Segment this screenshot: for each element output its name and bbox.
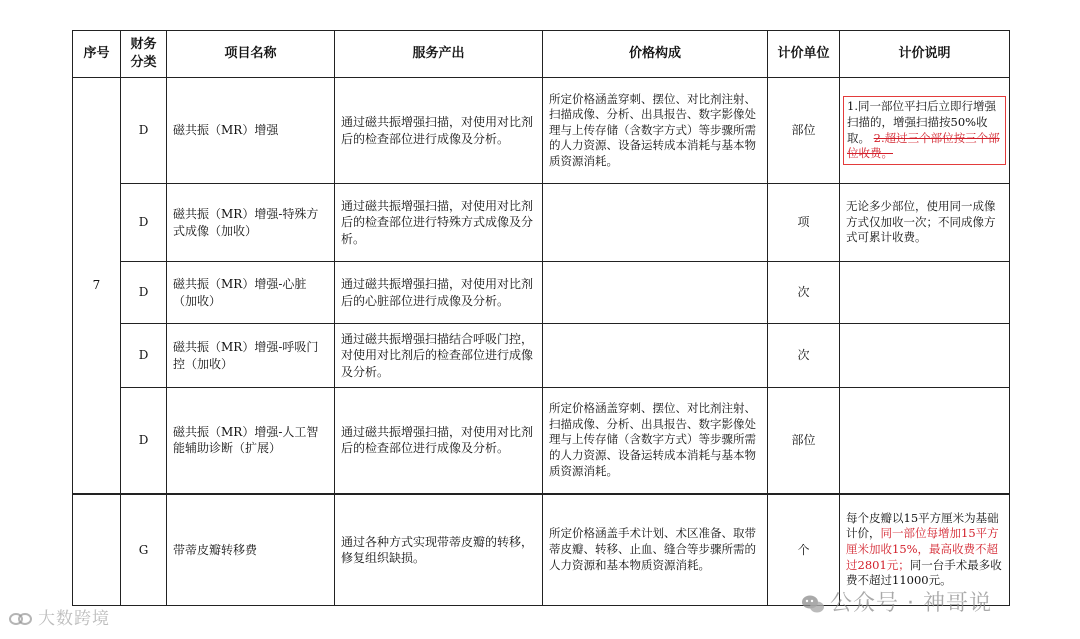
header-note: 计价说明	[840, 31, 1010, 78]
category-cell: G	[121, 494, 167, 606]
watermark-left-text: 大数跨境	[38, 609, 110, 629]
note-part-3: 同一台手术最多收费不超过11000元。	[846, 557, 1002, 588]
pricing-note-cell	[840, 388, 1010, 494]
table-row	[73, 388, 1010, 494]
note-part-1: 每个皮瓣以15平方厘米为基础计价，	[846, 510, 999, 541]
category-cell: D	[121, 388, 167, 494]
category-cell: D	[121, 78, 167, 184]
unit-cell: 个	[768, 494, 840, 606]
project-name-cell: 磁共振（MR）增强-人工智能辅助诊断（扩展）	[167, 388, 335, 494]
group-number-cell-empty	[73, 494, 121, 606]
price-composition-cell: 所定价格涵盖穿刺、摆位、对比剂注射、扫描成像、分析、出具报告、数字影像处理与上传存储（含数字方式）等步骤所需的人力资源、设备运转成本消耗与基本物质资源消耗。	[543, 78, 768, 184]
watermark-right	[800, 586, 992, 617]
project-name-cell: 磁共振（MR）增强-特殊方式成像（加收）	[167, 184, 335, 262]
category-cell: D	[121, 262, 167, 324]
table-row	[73, 184, 1010, 262]
pricing-note-cell	[840, 78, 1010, 184]
service-output-cell: 通过磁共振增强扫描，对使用对比剂后的心脏部位进行成像及分析。	[335, 262, 543, 324]
table-row	[73, 262, 1010, 324]
category-cell: D	[121, 184, 167, 262]
unit-cell: 次	[768, 324, 840, 388]
service-output-cell: 通过磁共振增强扫描结合呼吸门控，对使用对比剂后的检查部位进行成像及分析。	[335, 324, 543, 388]
service-output-cell: 通过磁共振增强扫描，对使用对比剂后的检查部位进行特殊方式成像及分析。	[335, 184, 543, 262]
pricing-note-cell: 无论多少部位，使用同一成像方式仅加收一次；不同成像方式可累计收费。	[840, 184, 1010, 262]
unit-cell: 部位	[768, 78, 840, 184]
note-line-2-struck: 2.超过三个部位按三个部位收费。	[847, 130, 1000, 161]
group-number-cell: 7	[73, 78, 121, 494]
price-composition-cell: 所定价格涵盖手术计划、术区准备、取带蒂皮瓣、转移、止血、缝合等步骤所需的人力资源和基本物质资源消耗。	[543, 494, 768, 606]
note-line-1: 1.同一部位平扫后立即行增强扫描的，增强扫描按50%收取。	[847, 99, 996, 145]
service-output-cell: 通过磁共振增强扫描，对使用对比剂后的检查部位进行成像及分析。	[335, 78, 543, 184]
price-composition-cell	[543, 184, 768, 262]
project-name-cell: 磁共振（MR）增强-呼吸门控（加收）	[167, 324, 335, 388]
table-row	[73, 78, 1010, 184]
note-part-2-red: 同一部位每增加15平方厘米加收15%，最高收费不超过2801元；	[846, 526, 999, 572]
project-name-cell: 磁共振（MR）增强	[167, 78, 335, 184]
pricing-note-cell	[840, 262, 1010, 324]
service-output-cell: 通过磁共振增强扫描，对使用对比剂后的检查部位进行成像及分析。	[335, 388, 543, 494]
pricing-note-cell	[840, 324, 1010, 388]
project-name-cell: 磁共振（MR）增强-心脏（加收）	[167, 262, 335, 324]
table-header-row	[73, 31, 1010, 78]
header-composition: 价格构成	[543, 31, 768, 78]
highlight-box	[843, 96, 1006, 164]
header-output: 服务产出	[335, 31, 543, 78]
unit-cell: 次	[768, 262, 840, 324]
pricing-table	[72, 30, 1010, 606]
category-cell: D	[121, 324, 167, 388]
table-row	[73, 324, 1010, 388]
watermark-right-text: 公众号 · 神哥说	[830, 591, 992, 616]
header-seq: 序号	[73, 31, 121, 78]
price-composition-cell	[543, 262, 768, 324]
watermark-left	[8, 604, 110, 630]
service-output-cell: 通过各种方式实现带蒂皮瓣的转移，修复组织缺损。	[335, 494, 543, 606]
header-category: 财务分类	[121, 31, 167, 78]
link-icon	[8, 608, 34, 630]
wechat-icon	[800, 593, 826, 615]
price-composition-cell: 所定价格涵盖穿刺、摆位、对比剂注射、扫描成像、分析、出具报告、数字影像处理与上传存储（含数字方式）等步骤所需的人力资源、设备运转成本消耗与基本物质资源消耗。	[543, 388, 768, 494]
project-name-cell: 带蒂皮瓣转移费	[167, 494, 335, 606]
unit-cell: 项	[768, 184, 840, 262]
header-unit: 计价单位	[768, 31, 840, 78]
price-composition-cell	[543, 324, 768, 388]
unit-cell: 部位	[768, 388, 840, 494]
header-name: 项目名称	[167, 31, 335, 78]
